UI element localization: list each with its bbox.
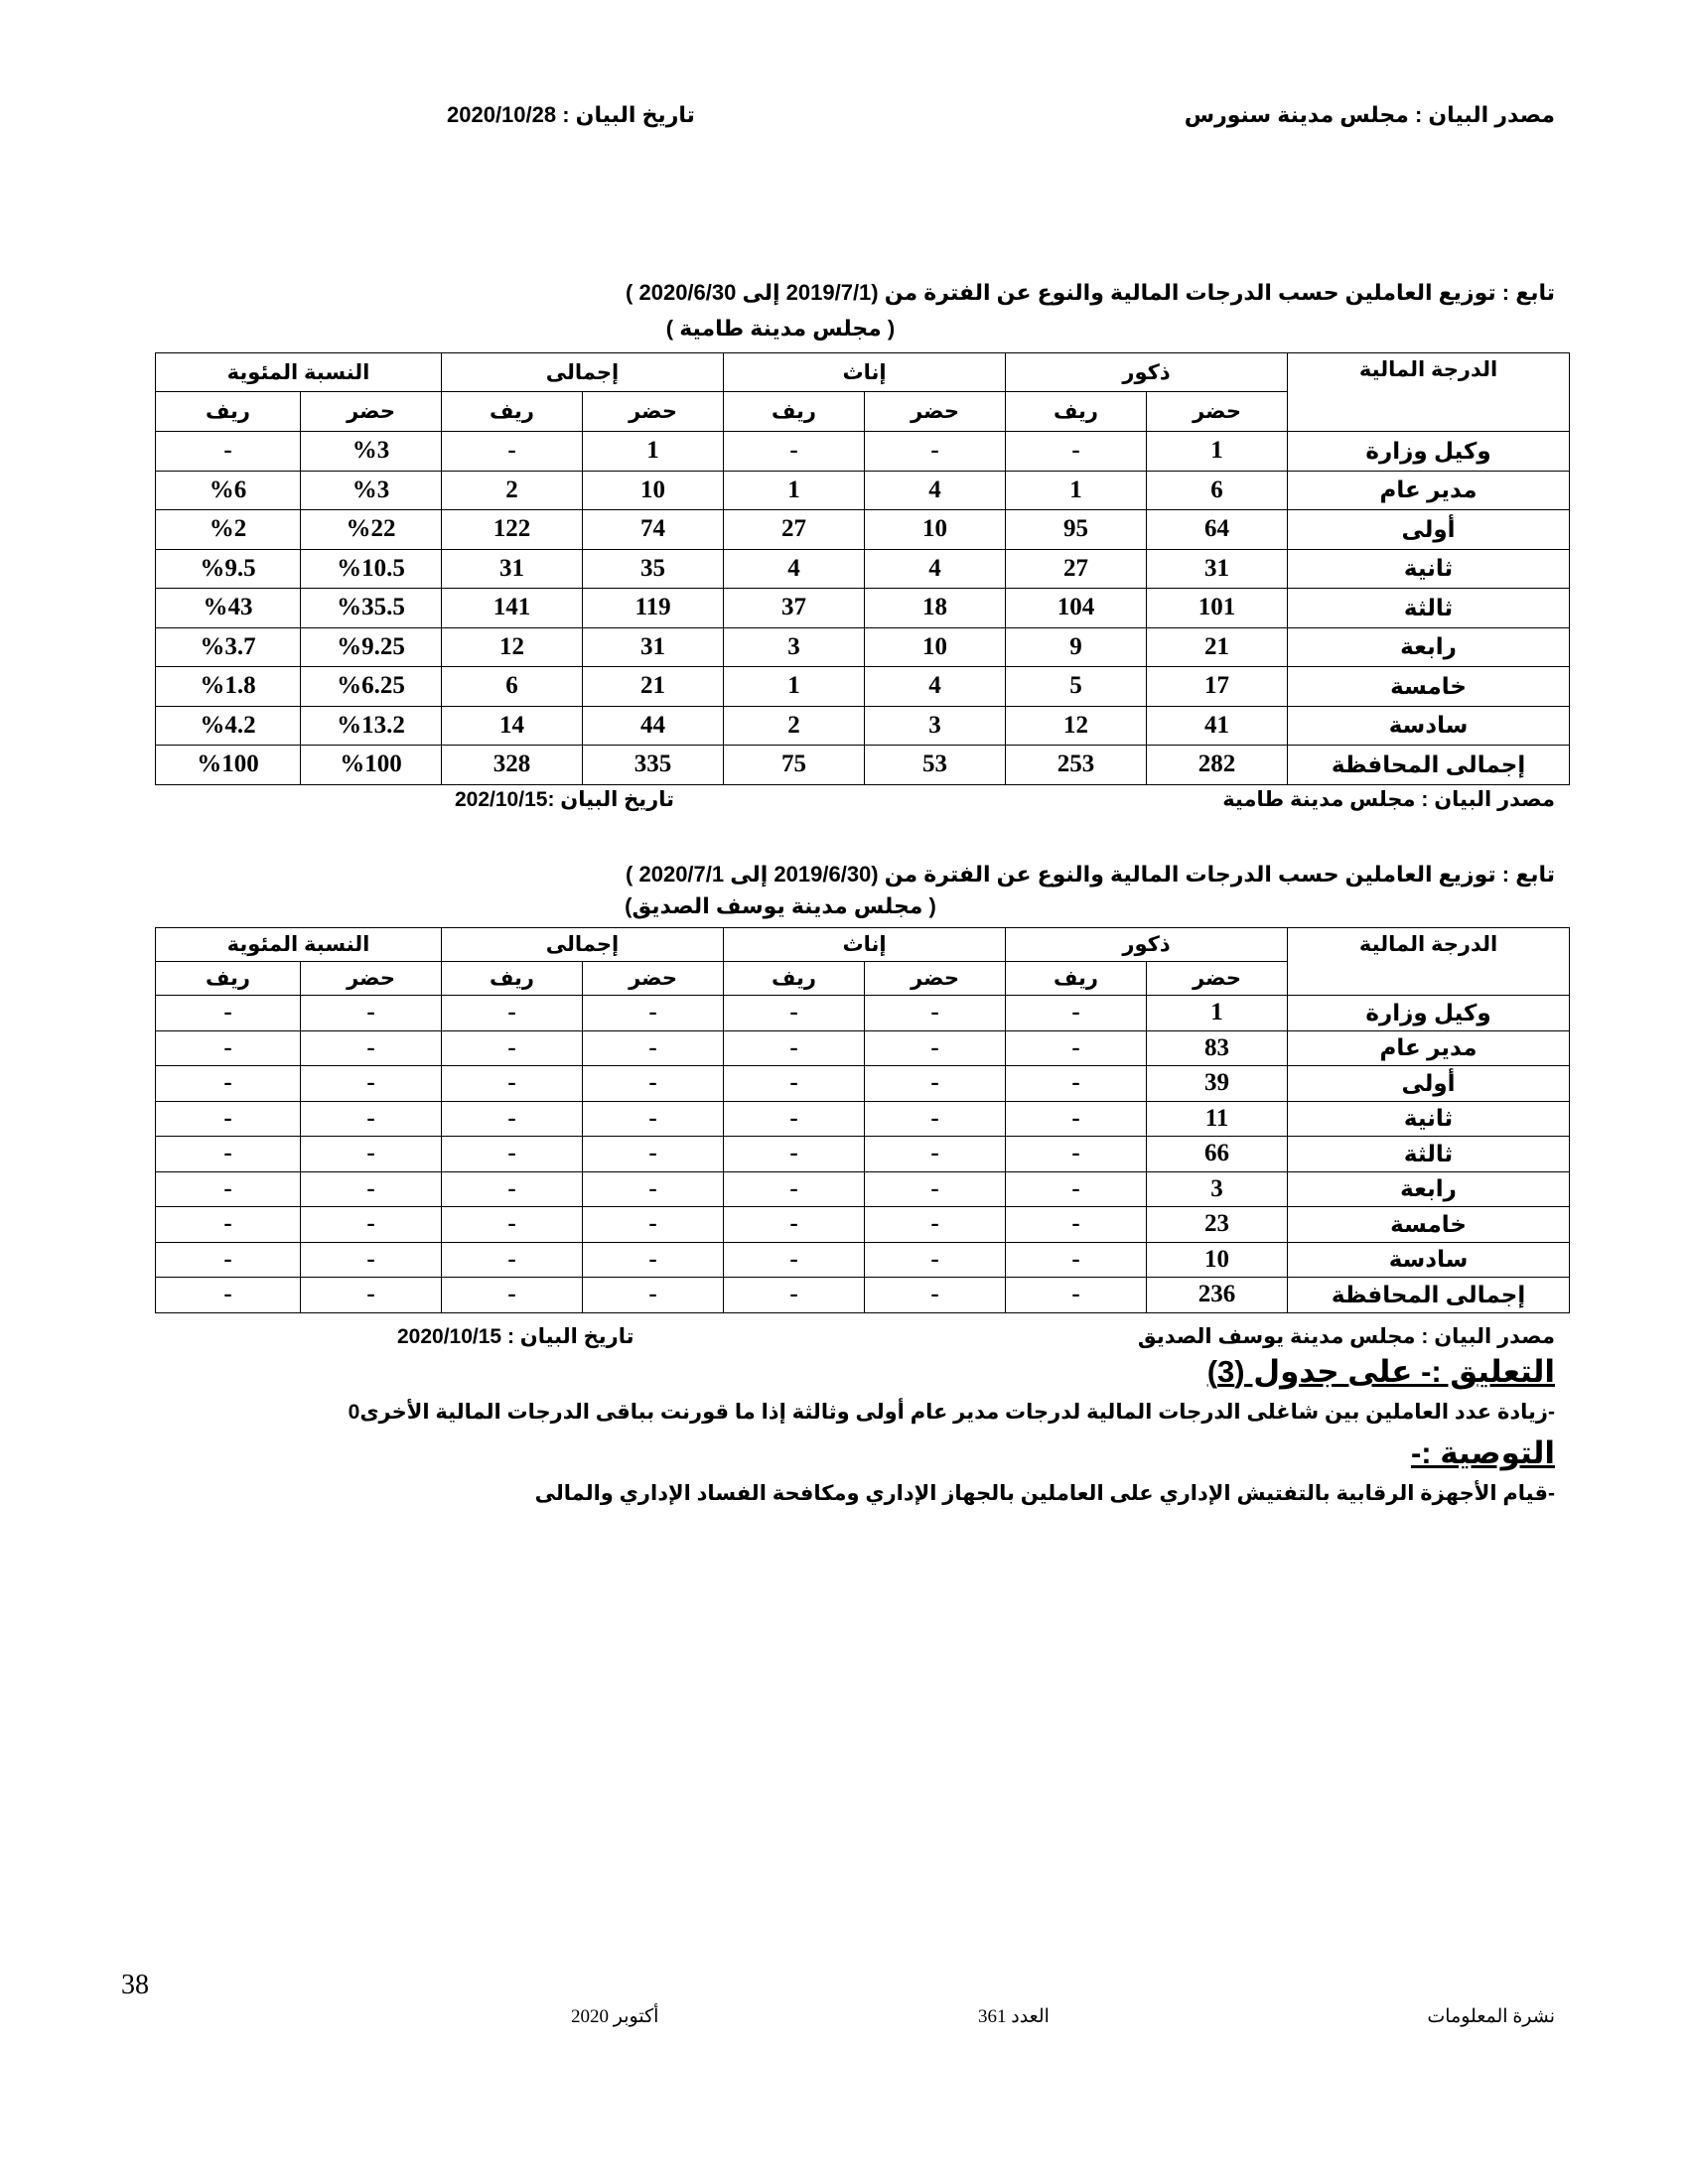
value-cell: 11 [1147,1101,1288,1137]
value-cell: 236 [1147,1278,1288,1313]
grade-cell: إجمالى المحافظة [1288,746,1570,785]
table1-header-male-rural: ريف [1006,392,1147,432]
grade-cell: ثالثة [1288,589,1570,628]
value-cell: - [583,1101,724,1137]
value-cell: - [156,1242,301,1278]
value-cell: 37 [724,589,865,628]
value-cell: - [1006,1207,1147,1243]
value-cell: 9 [1006,627,1147,667]
grade-cell: رابعة [1288,627,1570,667]
value-cell: 253 [1006,746,1147,785]
value-cell: - [865,1030,1006,1066]
value-cell: - [583,1171,724,1207]
value-cell: 17 [1147,667,1288,707]
table2-date: تاريخ البيان : 2020/10/15 [397,1325,634,1348]
value-cell: 27 [724,510,865,550]
value-cell: %22 [301,510,442,550]
grade-cell: ثانية [1288,549,1570,589]
grade-cell: إجمالى المحافظة [1288,1278,1570,1313]
value-cell: - [301,1207,442,1243]
table2-subtitle: ( مجلس مدينة يوسف الصديق) [625,893,936,918]
value-cell: 12 [442,627,583,667]
value-cell: - [1006,1066,1147,1102]
value-cell: 1 [724,667,865,707]
value-cell: %10.5 [301,549,442,589]
value-cell: 21 [583,667,724,707]
footer-month: أكتوبر 2020 [571,2006,659,2027]
value-cell: - [865,1171,1006,1207]
value-cell: - [442,432,583,472]
table2-title: تابع : توزيع العاملين حسب الدرجات المالية والنوع عن الفترة من (2019/6/30 إلى 2020/7/1 ) [626,862,1555,887]
table1-date: تاريخ البيان :202/10/15 [455,788,675,811]
value-cell: - [865,1207,1006,1243]
value-cell: 141 [442,589,583,628]
table2-header-female-rural: ريف [724,962,865,996]
value-cell: 41 [1147,706,1288,746]
value-cell: - [1006,1137,1147,1172]
value-cell: 328 [442,746,583,785]
value-cell: - [865,432,1006,472]
table1 [155,352,1570,785]
grade-cell: أولى [1288,1066,1570,1102]
value-cell: 10 [865,510,1006,550]
value-cell: - [442,1030,583,1066]
page-number: 38 [121,1970,149,2000]
table1-subtitle: ( مجلس مدينة طامية ) [665,316,896,341]
value-cell: 122 [442,510,583,550]
value-cell: - [583,1242,724,1278]
value-cell: 1 [583,432,724,472]
table-row [156,706,1570,746]
value-cell: - [865,1066,1006,1102]
table2-header-percent-urban: حضر [301,962,442,996]
table2-header-grade: الدرجة المالية [1288,928,1570,996]
value-cell: - [724,432,865,472]
value-cell: - [865,1137,1006,1172]
table1-header-female: إناث [724,353,1006,392]
recommendation-text: -قيام الأجهزة الرقابية بالتفتيش الإداري على العاملين بالجهاز الإداري ومكافحة الفساد الإداري والمالى [534,1482,1555,1505]
value-cell: - [583,1137,724,1172]
table1-header-grade: الدرجة المالية [1288,353,1570,432]
grade-cell: سادسة [1288,1242,1570,1278]
table-row [156,510,1570,550]
table1-title: تابع : توزيع العاملين حسب الدرجات المالية والنوع عن الفترة من (2019/7/1 إلى 2020/6/30 ) [626,280,1555,305]
value-cell: - [156,432,301,472]
table1-header-male-urban: حضر [1147,392,1288,432]
value-cell: %6 [156,471,301,510]
value-cell: - [442,1207,583,1243]
value-cell: 12 [1006,706,1147,746]
table2-header-percent: النسبة المئوية [156,928,442,962]
table-row [156,589,1570,628]
grade-cell: ثالثة [1288,1137,1570,1172]
value-cell: - [442,1137,583,1172]
value-cell: - [156,1171,301,1207]
value-cell: - [724,1278,865,1313]
value-cell: - [865,1278,1006,1313]
table-row [156,1207,1570,1243]
value-cell: - [724,1137,865,1172]
value-cell: - [724,1242,865,1278]
value-cell: 6 [1147,471,1288,510]
value-cell: - [865,1101,1006,1137]
recommendation-heading: التوصية :- [1410,1435,1555,1470]
table2-header-female-urban: حضر [865,962,1006,996]
value-cell: 95 [1006,510,1147,550]
footer-issue: العدد 361 [978,2006,1050,2027]
value-cell: 1 [724,471,865,510]
value-cell: %3.7 [156,627,301,667]
table2-header-total-urban: حضر [583,962,724,996]
value-cell: 10 [1147,1242,1288,1278]
value-cell: 3 [724,627,865,667]
value-cell: - [301,1242,442,1278]
table-row [156,996,1570,1031]
value-cell: - [156,1207,301,1243]
table2-header-male-urban: حضر [1147,962,1288,996]
value-cell: 21 [1147,627,1288,667]
value-cell: - [301,1171,442,1207]
value-cell: 4 [865,549,1006,589]
value-cell: %100 [156,746,301,785]
value-cell: %4.2 [156,706,301,746]
value-cell: %100 [301,746,442,785]
table2-header-female: إناث [724,928,1006,962]
value-cell: - [301,1278,442,1313]
table1-header-total-urban: حضر [583,392,724,432]
table2-header-total: إجمالى [442,928,724,962]
header-date: تاريخ البيان : 2020/10/28 [447,102,695,127]
value-cell: - [724,1207,865,1243]
value-cell: %6.25 [301,667,442,707]
value-cell: - [1006,1242,1147,1278]
value-cell: - [1006,432,1147,472]
table2-header-male: ذكور [1006,928,1288,962]
value-cell: 66 [1147,1137,1288,1172]
table-row [156,746,1570,785]
value-cell: - [442,1242,583,1278]
table1-header-female-rural: ريف [724,392,865,432]
value-cell: 4 [865,471,1006,510]
value-cell: 104 [1006,589,1147,628]
table-row [156,471,1570,510]
grade-cell: ثانية [1288,1101,1570,1137]
value-cell: %43 [156,589,301,628]
value-cell: 10 [583,471,724,510]
value-cell: 74 [583,510,724,550]
value-cell: - [724,1171,865,1207]
table1-header-percent: النسبة المئوية [156,353,442,392]
value-cell: - [724,1101,865,1137]
table-row [156,1137,1570,1172]
value-cell: 10 [865,627,1006,667]
value-cell: - [156,1137,301,1172]
header-source: مصدر البيان : مجلس مدينة سنورس [1184,102,1555,127]
value-cell: - [583,1278,724,1313]
value-cell: 5 [1006,667,1147,707]
value-cell: %13.2 [301,706,442,746]
value-cell: - [156,1066,301,1102]
value-cell: %2 [156,510,301,550]
value-cell: 1 [1006,471,1147,510]
grade-cell: مدير عام [1288,1030,1570,1066]
value-cell: %35.5 [301,589,442,628]
value-cell: - [442,1278,583,1313]
value-cell: 83 [1147,1030,1288,1066]
value-cell: - [1006,1278,1147,1313]
value-cell: 2 [724,706,865,746]
table-row [156,549,1570,589]
value-cell: 44 [583,706,724,746]
value-cell: - [301,1137,442,1172]
table-row [156,667,1570,707]
value-cell: - [865,1242,1006,1278]
value-cell: 31 [1147,549,1288,589]
value-cell: - [724,1066,865,1102]
grade-cell: سادسة [1288,706,1570,746]
value-cell: 27 [1006,549,1147,589]
value-cell: 3 [865,706,1006,746]
value-cell: 101 [1147,589,1288,628]
table2 [155,927,1570,1313]
table2-header-male-rural: ريف [1006,962,1147,996]
grade-cell: مدير عام [1288,471,1570,510]
table2-header-percent-rural: ريف [156,962,301,996]
table-row [156,1066,1570,1102]
table2-body [156,996,1570,1313]
grade-cell: رابعة [1288,1171,1570,1207]
value-cell: - [442,1066,583,1102]
value-cell: - [1006,996,1147,1031]
value-cell: 53 [865,746,1006,785]
value-cell: 3 [1147,1171,1288,1207]
table1-header-female-urban: حضر [865,392,1006,432]
table1-header-total: إجمالى [442,353,724,392]
value-cell: - [156,1278,301,1313]
value-cell: - [583,1030,724,1066]
value-cell: - [301,996,442,1031]
table-row [156,627,1570,667]
value-cell: 18 [865,589,1006,628]
table-row [156,432,1570,472]
footer-publication: نشرة المعلومات [1427,2006,1555,2027]
value-cell: - [724,996,865,1031]
value-cell: 14 [442,706,583,746]
comment-heading: التعليق :- على جدول (3) [1206,1354,1555,1389]
table1-header-percent-urban: حضر [301,392,442,432]
value-cell: - [442,996,583,1031]
table-row [156,1278,1570,1313]
value-cell: - [583,996,724,1031]
comment-text: -زيادة عدد العاملين بين شاغلى الدرجات المالية لدرجات مدير عام أولى وثالثة إذا ما قورنت بباقى الدرجات المالية الأخرى0 [348,1401,1555,1424]
value-cell: - [724,1030,865,1066]
value-cell: 31 [583,627,724,667]
value-cell: 1 [1147,432,1288,472]
value-cell: - [156,1101,301,1137]
value-cell: - [1006,1101,1147,1137]
value-cell: - [583,1066,724,1102]
table1-source: مصدر البيان : مجلس مدينة طامية [1222,788,1555,811]
value-cell: 282 [1147,746,1288,785]
table2-source: مصدر البيان : مجلس مدينة يوسف الصديق [1137,1325,1555,1348]
value-cell: - [865,996,1006,1031]
table-row [156,1030,1570,1066]
table2-header-total-rural: ريف [442,962,583,996]
value-cell: 35 [583,549,724,589]
value-cell: - [156,1030,301,1066]
value-cell: - [156,996,301,1031]
table1-body [156,432,1570,785]
grade-cell: خامسة [1288,1207,1570,1243]
value-cell: - [1006,1171,1147,1207]
grade-cell: خامسة [1288,667,1570,707]
value-cell: - [301,1030,442,1066]
value-cell: 31 [442,549,583,589]
value-cell: 119 [583,589,724,628]
value-cell: - [442,1171,583,1207]
table-row [156,1242,1570,1278]
table1-header-male: ذكور [1006,353,1288,392]
value-cell: - [442,1101,583,1137]
table-row [156,1101,1570,1137]
value-cell: 4 [724,549,865,589]
value-cell: 75 [724,746,865,785]
value-cell: %3 [301,432,442,472]
value-cell: 2 [442,471,583,510]
table1-header-total-rural: ريف [442,392,583,432]
value-cell: - [1006,1030,1147,1066]
value-cell: 64 [1147,510,1288,550]
value-cell: 23 [1147,1207,1288,1243]
grade-cell: وكيل وزارة [1288,996,1570,1031]
table1-header-percent-rural: ريف [156,392,301,432]
value-cell: 6 [442,667,583,707]
value-cell: %9.5 [156,549,301,589]
value-cell: 39 [1147,1066,1288,1102]
value-cell: - [301,1066,442,1102]
value-cell: 335 [583,746,724,785]
grade-cell: وكيل وزارة [1288,432,1570,472]
value-cell: %1.8 [156,667,301,707]
grade-cell: أولى [1288,510,1570,550]
table-row [156,1171,1570,1207]
value-cell: %9.25 [301,627,442,667]
value-cell: - [301,1101,442,1137]
value-cell: 4 [865,667,1006,707]
value-cell: %3 [301,471,442,510]
value-cell: - [583,1207,724,1243]
value-cell: 1 [1147,996,1288,1031]
